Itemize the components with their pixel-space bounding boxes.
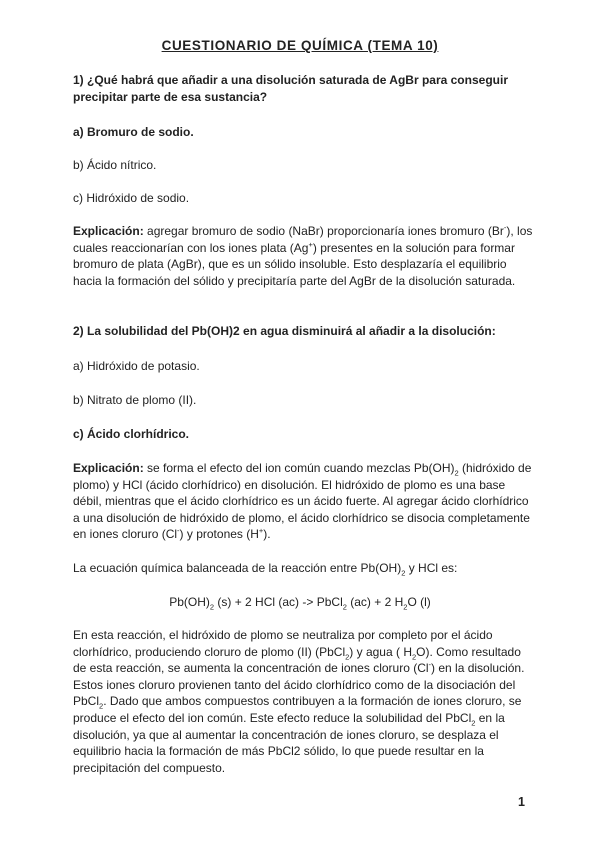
question-1: 1) ¿Qué habrá que añadir a una disolución saturada de AgBr para conseguir precipitar parte de esa sustancia? xyxy=(73,73,508,104)
q1-explanation-label: Explicación: xyxy=(73,224,144,238)
q1-explanation: Explicación: agregar bromuro de sodio (NaBr) proporcionaría iones bromuro (Br-), los cuales reaccionarían con los iones plata (Ag+) presentes en la solución para formar bromuro de plata (AgBr), que es un sólido insoluble. Esto desplazaría el equilibrio hacia la formación del sólido y precipitaría parte del AgBr de la disolución saturada. xyxy=(73,223,533,288)
q2-option-c: c) Ácido clorhídrico. xyxy=(73,427,190,441)
reaction-paragraph: En esta reacción, el hidróxido de plomo se neutraliza por completo por el ácido clorhídrico, produciendo cloruro de plomo (II) (PbCl$_2$) y agua ( $H_2O$). Como resultado de esta reacción, se aumenta la concentración de iones cloruro (Cl-) en la disolución. Estos iones cloruro provienen tanto del ácido clorhídrico como de la disociación del PbCl$_2$. Dado que ambos compuestos contribuyen a la formación de iones cloruro, se produce el efecto del ion común. Este efecto reduce la solubilidad del PbCl$_2$ en la disolución, ya que al aumentar la concentración de iones cloruro, se desplaza el equilibrio hacia la formación de más PbCl2 sólido, lo que puede resultar en la precipitación del compuesto. xyxy=(73,628,525,775)
q1-option-a: a) Bromuro de sodio. xyxy=(73,125,194,139)
q2-option-a: a) Hidróxido de potasio. xyxy=(73,359,200,373)
q1-option-c: c) Hidróxido de sodio. xyxy=(73,191,190,205)
q2-option-b: b) Nitrato de plomo (II). xyxy=(73,393,197,407)
q2-explanation-label: Explicación: xyxy=(73,461,144,475)
page-number: 1 xyxy=(518,795,525,809)
chemical-equation: $Pb(OH)_2$ (s) + 2 HCl (ac) -> PbCl$_2$ (ac) + 2 $H_2O$ (l) xyxy=(169,595,431,612)
q2-explanation: Explicación: se forma el efecto del ion común cuando mezclas $Pb(OH)_2$ (hidróxido de plomo) y HCl (ácido clorhídrico) en disolución. El hidróxido de plomo es una base débil, mientras que el ácido clorhídrico es un ácido fuerte. Al agregar ácido clorhídrico a una disolución de hidróxido de plomo, el ácido clorhídrico se disocia completamente en iones cloruro (Cl-) y protones (H+). xyxy=(73,461,532,542)
page-title: CUESTIONARIO DE QUÍMICA (TEMA 10) xyxy=(161,38,439,53)
equation-intro: La ecuación química balanceada de la reacción entre $Pb(OH)_2$ y HCl es: xyxy=(73,561,458,578)
q1-option-b: b) Ácido nítrico. xyxy=(73,158,157,172)
question-2: 2) La solubilidad del Pb(OH)2 en agua disminuirá al añadir a la disolución: xyxy=(73,324,496,338)
